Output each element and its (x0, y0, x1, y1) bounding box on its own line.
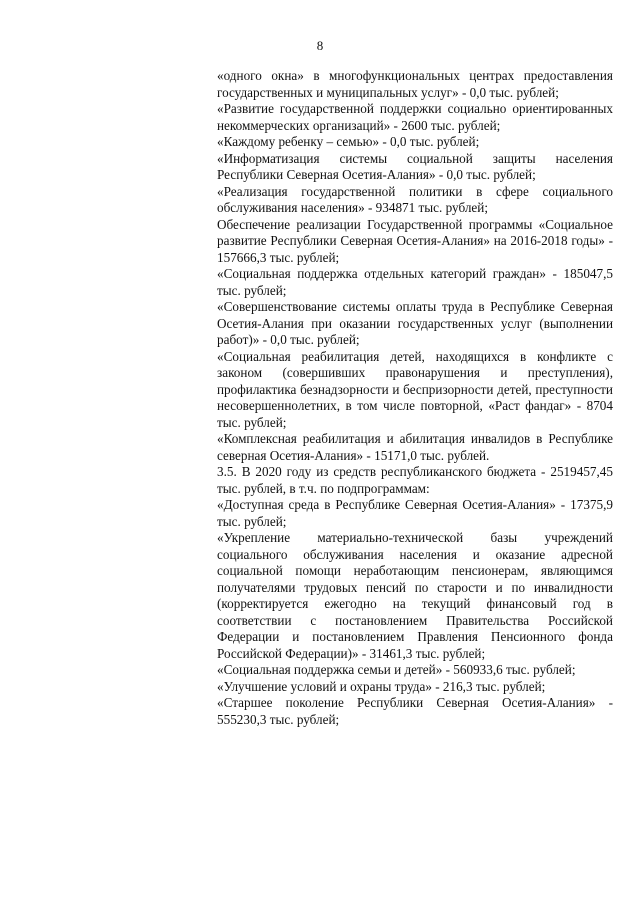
paragraph-accessible-environment: «Доступная среда в Республике Северная Осетия-Алания» - 17375,9 тыс. рублей; (217, 497, 613, 529)
paragraph-labor-conditions: «Улучшение условий и охраны труда» - 216,3 тыс. рублей; (217, 678, 546, 694)
paragraph-wage-system: «Совершенствование системы оплаты труда в Республике Северная Осетия-Алания при оказании государственных услуг (выполнении работ)» - 0,0 тыс. рублей; (217, 299, 613, 347)
paragraph-material-base: «Укрепление материально-технической базы учреждений социального обслуживания населения и оказание адресной социальной помощи неработающим пенсионерам, являющимся получателями трудовых пенсий по старости и по инвалидности (корректируется ежегодно на текущий финансовый год в соответствии с постановлением Правительства Российской Федерации и постановлением Правления Пенсионного фонда Российской Федерации)» - 31461,3 тыс. рублей; (217, 530, 613, 661)
paragraph-social-services-policy: «Реализация государственной политики в сфере социального обслуживания населения» - 934871 тыс. рублей; (217, 183, 613, 215)
paragraph-elder-generation: «Старшее поколение Республики Северная Осетия-Алания» - 555230,3 тыс. рублей; (217, 695, 613, 727)
page-number: 8 (316, 38, 324, 53)
paragraph-nko-support: «Развитие государственной поддержки социально ориентированных некоммерческих организаций» - 2600 тыс. рублей; (217, 101, 613, 133)
paragraph-informatization: «Информатизация системы социальной защиты населения Республики Северная Осетия-Алания» - 0,0 тыс. рублей; (217, 150, 613, 182)
paragraph-citizen-categories: «Социальная поддержка отдельных категорий граждан» - 185047,5 тыс. рублей; (217, 266, 613, 298)
paragraph-program-support: Обеспечение реализации Государственной программы «Социальное развитие Республики Северная Осетия-Алания» на 2016-2018 годы» - 157666,3 тыс. рублей; (217, 216, 613, 265)
paragraph-disabled-rehabilitation: «Комплексная реабилитация и абилитация инвалидов в Республике северная Осетия-Алания» - 15171,0 тыс. рублей. (217, 431, 613, 463)
document-body (217, 68, 613, 728)
paragraph-child-rehabilitation: «Социальная реабилитация детей, находящихся в конфликте с законом (совершивших правонарушения и преступления), профилактика безнадзорности и беспризорности детей, преступности несовершеннолетних, в том числе повторной, «Раст фандаг» - 8704 тыс. рублей; (217, 348, 613, 430)
paragraph-family-support: «Социальная поддержка семьи и детей» - 560933,6 тыс. рублей; (217, 662, 576, 677)
paragraph-every-child-family: «Каждому ребенку – семью» - 0,0 тыс. рублей; (217, 134, 480, 149)
paragraph-one-window: «одного окна» в многофункциональных центрах предоставления государственных и муниципальных услуг» - 0,0 тыс. рублей; (217, 68, 613, 100)
paragraph-section-3-5: 3.5. В 2020 году из средств республиканского бюджета - 2519457,45 тыс. рублей, в т.ч. по подпрограммам: (217, 464, 613, 496)
